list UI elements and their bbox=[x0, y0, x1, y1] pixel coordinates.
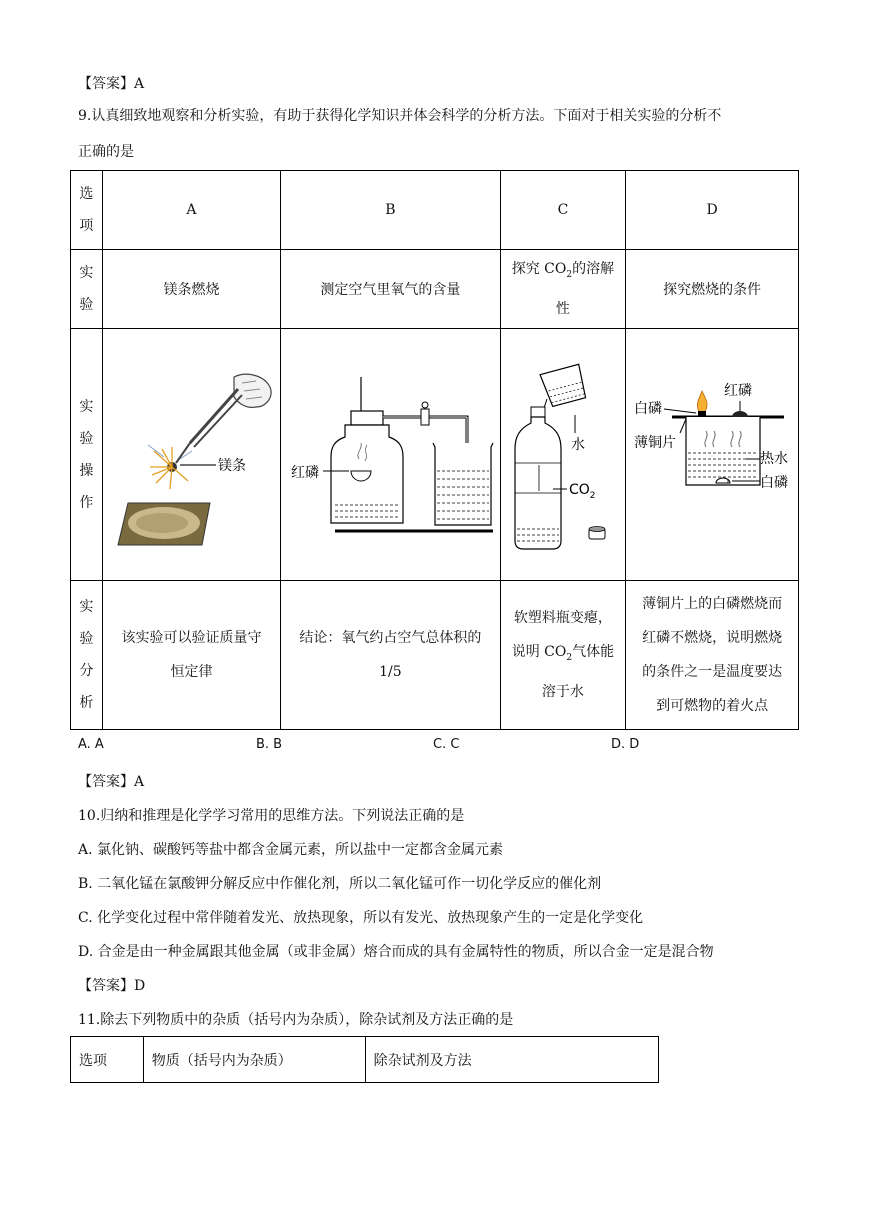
analysis-a-line2: 恒定律 bbox=[170, 664, 213, 680]
row-head-char: 验 bbox=[79, 297, 94, 313]
row-head-char: 析 bbox=[79, 695, 94, 711]
analysis-c-line1: 软塑料瓶变瘪， bbox=[513, 610, 612, 627]
q9-table bbox=[70, 170, 799, 730]
text: 的溶解 bbox=[572, 261, 615, 278]
label-hot-water: 热水 bbox=[760, 450, 789, 467]
row-head-char: 验 bbox=[79, 430, 94, 447]
analysis-c-line2 bbox=[501, 635, 626, 675]
analysis-d-line4: 到可燃物的着火点 bbox=[656, 698, 769, 714]
analysis-b bbox=[281, 581, 500, 730]
row-head-char: 作 bbox=[79, 494, 94, 511]
experiment-c-line2: 性 bbox=[555, 300, 570, 317]
analysis-a bbox=[102, 581, 280, 730]
label-co2 bbox=[569, 482, 596, 501]
analysis-d-line1: 薄铜片上的白磷燃烧而 bbox=[642, 596, 783, 612]
analysis-d bbox=[626, 581, 799, 730]
q10-option-c[interactable]: C. 化学变化过程中常伴随着发光、放热现象，所以有发光、放热现象产生的一定是化学变化 bbox=[78, 910, 644, 926]
analysis-d-line2: 红磷不燃烧，说明燃烧 bbox=[642, 630, 783, 646]
answer-label-prev: 【答案】A bbox=[78, 76, 145, 92]
q9-option-a[interactable]: A. A bbox=[78, 737, 104, 752]
label-white-phosphorus-top: 白磷 bbox=[634, 400, 663, 417]
q10-option-d[interactable]: D. 合金是由一种金属跟其他金属（或非金属）熔合而成的具有金属特性的物质，所以合金一定是混合物 bbox=[78, 944, 714, 960]
co2-solubility-figure bbox=[503, 353, 623, 553]
text: 探究 CO bbox=[511, 261, 567, 278]
col-head-a: A bbox=[102, 171, 280, 250]
q9-option-d[interactable]: D. D bbox=[611, 737, 640, 752]
label-water: 水 bbox=[570, 436, 585, 453]
label-copper-plate: 薄铜片 bbox=[634, 434, 677, 451]
q9-row-option bbox=[71, 171, 799, 250]
row-head-experiment bbox=[71, 250, 103, 329]
q11-table bbox=[70, 1036, 659, 1083]
label-red-phosphorus: 红磷 bbox=[291, 464, 320, 481]
label-white-phosphorus-bottom: 白磷 bbox=[760, 474, 789, 491]
row-head-char: 分 bbox=[79, 663, 94, 679]
subscript: 2 bbox=[566, 269, 573, 280]
figure-b-cell bbox=[281, 329, 500, 581]
analysis-b-line1: 结论：氧气约占空气总体积的 bbox=[299, 630, 482, 646]
q10-option-b[interactable]: B. 二氧化锰在氯酸钾分解反应中作催化剂，所以二氧化锰可作一切化学反应的催化剂 bbox=[78, 876, 602, 892]
row-head-char: 操 bbox=[79, 462, 94, 479]
q9-option-c[interactable]: C. C bbox=[433, 737, 460, 752]
q9-answer: 【答案】A bbox=[78, 774, 145, 790]
col-head-b: B bbox=[281, 171, 500, 250]
co2-sub: 2 bbox=[589, 490, 596, 501]
co2-text: CO bbox=[568, 481, 590, 498]
q9-stem-line1: 9.认真细致地观察和分析实验，有助于获得化学知识并体会科学的分析方法。下面对于相关实验的分析不 bbox=[78, 108, 722, 124]
q10-stem: 10.归纳和推理是化学学习常用的思维方法。下列说法正确的是 bbox=[78, 808, 465, 824]
col-head-d: D bbox=[626, 171, 799, 250]
row-head-char: 项 bbox=[79, 218, 94, 234]
subscript: 2 bbox=[566, 652, 573, 663]
q11-header-row bbox=[71, 1037, 659, 1083]
experiment-d: 探究燃烧的条件 bbox=[626, 250, 799, 329]
label-magnesium: 镁条 bbox=[218, 457, 247, 474]
experiment-c bbox=[500, 250, 626, 329]
row-head-operation bbox=[71, 329, 103, 581]
text: 说明 CO bbox=[511, 644, 567, 661]
label-red-phosphorus-top: 红磷 bbox=[724, 382, 753, 399]
q10-answer: 【答案】D bbox=[78, 978, 146, 994]
magnesium-burning-figure bbox=[106, 353, 276, 553]
q9-stem-line2: 正确的是 bbox=[78, 144, 134, 160]
analysis-c bbox=[500, 581, 626, 730]
row-head-char: 验 bbox=[79, 631, 94, 647]
q9-option-b[interactable]: B. B bbox=[256, 737, 283, 752]
q10-option-a[interactable]: A. 氯化钠、碳酸钙等盐中都含金属元素，所以盐中一定都含金属元素 bbox=[78, 842, 504, 858]
row-head-option bbox=[71, 171, 103, 250]
experiment-c-line1 bbox=[501, 252, 626, 292]
analysis-c-line3: 溶于水 bbox=[541, 683, 584, 700]
row-head-analysis bbox=[71, 581, 103, 730]
q11-header-option: 选项 bbox=[71, 1037, 144, 1083]
experiment-b: 测定空气里氧气的含量 bbox=[281, 250, 500, 329]
col-head-c: C bbox=[500, 171, 626, 250]
q11-header-method: 除杂试剂及方法 bbox=[365, 1037, 658, 1083]
q11-stem: 11.除去下列物质中的杂质（括号内为杂质），除杂试剂及方法正确的是 bbox=[78, 1012, 514, 1028]
analysis-d-line3: 的条件之一是温度要达 bbox=[642, 664, 783, 680]
figure-c-cell bbox=[500, 329, 626, 581]
row-head-char: 选 bbox=[79, 186, 94, 202]
oxygen-content-apparatus-figure bbox=[285, 353, 495, 553]
q11-header-substance: 物质（括号内为杂质） bbox=[143, 1037, 365, 1083]
analysis-b-line2: 1/5 bbox=[379, 664, 402, 680]
row-head-char: 实 bbox=[79, 398, 94, 415]
row-head-char: 实 bbox=[79, 599, 94, 615]
q9-row-experiment bbox=[71, 250, 799, 329]
q9-row-analysis bbox=[71, 581, 799, 730]
figure-d-cell bbox=[626, 329, 799, 581]
figure-a-cell bbox=[102, 329, 280, 581]
experiment-a: 镁条燃烧 bbox=[102, 250, 280, 329]
combustion-conditions-figure bbox=[628, 353, 796, 553]
row-head-char: 实 bbox=[79, 265, 94, 281]
q9-row-operation bbox=[71, 329, 799, 581]
analysis-a-line1: 该实验可以验证质量守 bbox=[121, 630, 262, 646]
text: 气体能 bbox=[572, 644, 615, 661]
